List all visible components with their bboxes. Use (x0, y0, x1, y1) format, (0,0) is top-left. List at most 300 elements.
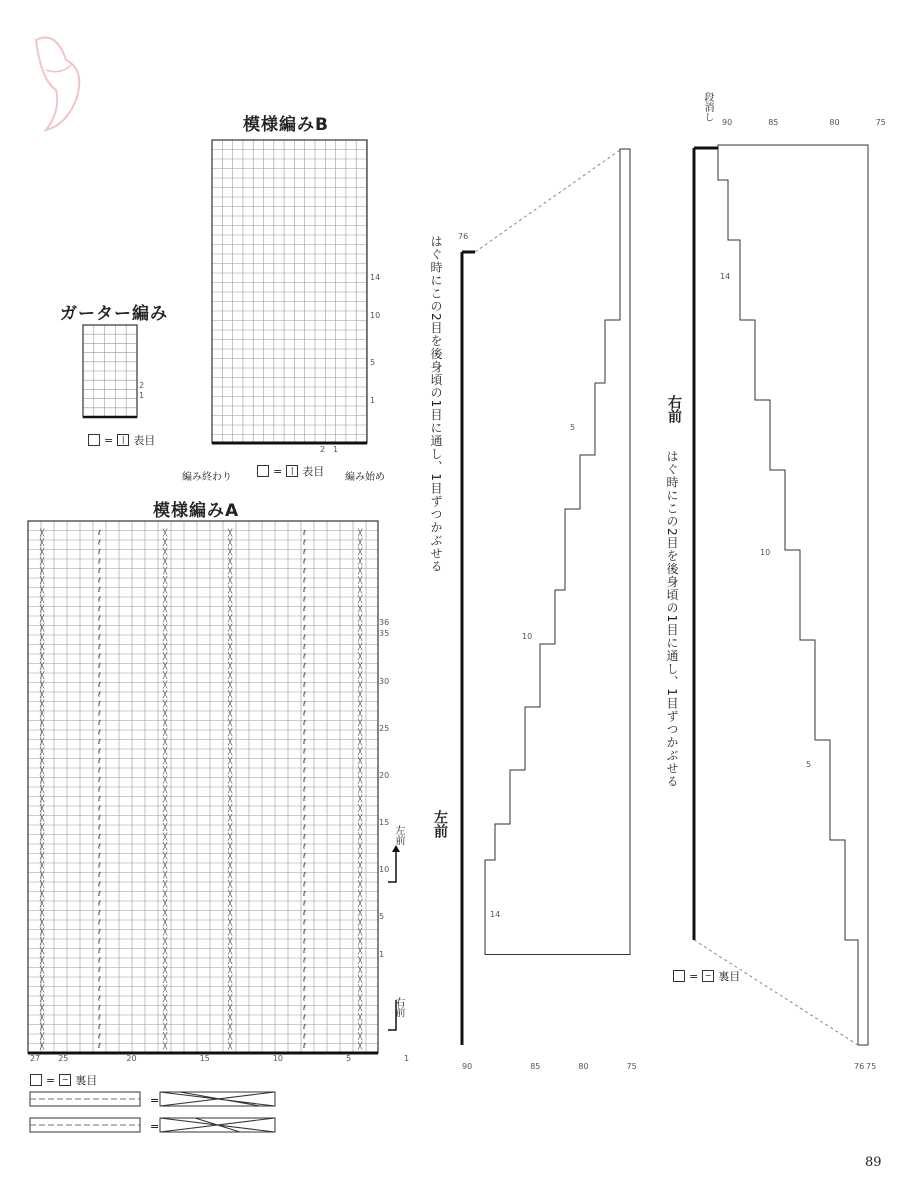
stitch-symbol: ╳ (358, 776, 363, 784)
stitch-symbol: ╳ (163, 785, 168, 794)
stitch-symbol: ℓ (303, 662, 306, 670)
stitch-symbol: ╳ (228, 662, 233, 670)
pattern-a-col-labels (30, 1054, 409, 1063)
lf-col-80: 80 (578, 1062, 589, 1071)
stitch-symbol: ℓ (98, 529, 101, 537)
stitch-symbol: ℓ (303, 586, 306, 594)
stitch-symbol: ℓ (98, 890, 101, 898)
stitch-symbol: ℓ (303, 871, 306, 879)
stitch-symbol: ℓ (98, 595, 101, 604)
stitch-symbol: ℓ (303, 1013, 306, 1022)
stitch-symbol: ╳ (40, 956, 45, 965)
legend-eq: = (46, 1073, 56, 1087)
left-front-chart (455, 140, 655, 960)
pattern-a-row-35: 35 (379, 629, 390, 638)
stitch-symbol: ℓ (303, 709, 306, 718)
stitch-symbol: ╳ (228, 975, 233, 984)
stitch-symbol: ╳ (228, 890, 233, 898)
stitch-symbol: ╳ (40, 842, 45, 851)
stitch-symbol: ╳ (358, 890, 363, 898)
stitch-symbol: ℓ (98, 633, 101, 642)
stitch-symbol: ℓ (98, 624, 101, 632)
stitch-symbol: ╳ (228, 1004, 233, 1012)
stitch-symbol: ℓ (303, 757, 306, 765)
stitch-symbol: ╳ (40, 871, 45, 879)
stitch-symbol: ℓ (98, 567, 101, 575)
col-15: 15 (199, 1054, 210, 1063)
stitch-symbol: ╳ (40, 937, 45, 946)
stitch-symbol: ╳ (358, 690, 363, 699)
stitch-symbol: ╳ (228, 956, 233, 965)
stitch-symbol: ╳ (228, 529, 233, 537)
garter-title: ガーター編み (60, 304, 168, 324)
stitch-symbol: ╳ (40, 776, 45, 784)
stitch-symbol: ℓ (303, 776, 306, 784)
pattern-a-row-10: 10 (379, 865, 390, 874)
lf-col-90: 90 (462, 1062, 473, 1071)
stitch-symbol: ℓ (303, 785, 306, 794)
stitch-symbol: ╳ (163, 947, 168, 955)
stitch-symbol: ℓ (98, 690, 101, 699)
stitch-symbol: ╳ (358, 1023, 363, 1031)
stitch-symbol: ╳ (40, 890, 45, 898)
pattern-a-row-5: 5 (379, 912, 385, 921)
stitch-symbol: ℓ (98, 937, 101, 946)
stitch-symbol: ╳ (163, 928, 168, 936)
stitch-symbol: ╳ (228, 937, 233, 946)
stitch-symbol: ╳ (163, 728, 168, 737)
stitch-symbol: ╳ (358, 671, 363, 680)
stitch-symbol: ℓ (303, 738, 306, 746)
stitch-symbol: ℓ (98, 814, 101, 822)
stitch-symbol: ℓ (98, 909, 101, 917)
stitch-symbol: ╳ (228, 871, 233, 879)
stitch-symbol: ╳ (358, 738, 363, 746)
stitch-symbol: ℓ (98, 956, 101, 965)
rf-mark-14: 14 (720, 272, 731, 281)
stitch-symbol: ╳ (40, 918, 45, 927)
stitch-symbol: ╳ (358, 785, 363, 794)
pattern-a-row-20: 20 (379, 771, 390, 780)
pattern-b-chart (212, 140, 382, 445)
stitch-symbol: ℓ (98, 1013, 101, 1022)
knit-start-label: 編み始め (345, 472, 385, 483)
stitch-symbol: ╳ (163, 567, 168, 575)
stitch-symbol: ╳ (163, 842, 168, 851)
stitch-symbol: ╳ (163, 690, 168, 699)
stitch-symbol: ╳ (358, 975, 363, 984)
stitch-symbol: ╳ (358, 833, 363, 841)
stitch-symbol: ╳ (40, 833, 45, 841)
stitch-symbol: ℓ (98, 538, 101, 547)
stitch-symbol: ℓ (303, 947, 306, 955)
cable-legend-2 (30, 1116, 290, 1136)
stitch-symbol: ℓ (303, 624, 306, 632)
stitch-symbol: ℓ (98, 548, 101, 556)
stitch-symbol: ╳ (228, 624, 233, 632)
stitch-symbol: ╳ (228, 709, 233, 718)
stitch-symbol: ℓ (98, 700, 101, 708)
purl-box-icon (673, 970, 685, 982)
left-front-mark-5: 5 (570, 423, 576, 432)
stitch-symbol: ℓ (98, 994, 101, 1003)
stitch-symbol: ╳ (163, 909, 168, 917)
stitch-symbol: ╳ (228, 538, 233, 547)
stitch-symbol: ╳ (228, 918, 233, 927)
stitch-symbol: ℓ (98, 576, 101, 585)
stitch-symbol: ℓ (303, 804, 306, 813)
stitch-symbol: ╳ (163, 1032, 168, 1041)
stitch-symbol: ╳ (228, 861, 233, 870)
stitch-symbol: ℓ (303, 633, 306, 642)
stitch-symbol: ╳ (163, 1023, 168, 1031)
col-1: 1 (404, 1054, 410, 1063)
left-front-mark-10: 10 (522, 632, 533, 641)
stitch-symbol: ╳ (163, 757, 168, 765)
stitch-symbol: ╳ (228, 652, 233, 661)
stitch-symbol: ╳ (228, 614, 233, 623)
stitch-symbol: ℓ (98, 586, 101, 594)
stitch-symbol: ╳ (163, 652, 168, 661)
stitch-symbol: ℓ (303, 918, 306, 927)
stitch-symbol: ╳ (228, 557, 233, 566)
right-front-title: 右前 (666, 395, 682, 423)
stitch-symbol: ╳ (163, 747, 168, 756)
stitch-symbol: ╳ (358, 1013, 363, 1022)
stitch-symbol: ℓ (303, 747, 306, 756)
stitch-symbol: ℓ (98, 766, 101, 775)
page-number: 89 (865, 1155, 882, 1170)
stitch-symbol: ╳ (163, 709, 168, 718)
stitch-symbol: ╳ (163, 852, 168, 860)
stitch-symbol: ℓ (98, 643, 101, 651)
stitch-symbol: ╳ (228, 985, 233, 993)
cable-legend-1 (30, 1090, 290, 1110)
stitch-symbol: ╳ (40, 966, 45, 974)
stitch-symbol: ╳ (228, 671, 233, 680)
stitch-symbol: ℓ (98, 728, 101, 737)
stitch-symbol: ╳ (163, 861, 168, 870)
stitch-symbol: ╳ (358, 557, 363, 566)
stitch-symbol: ╳ (40, 1032, 45, 1041)
stitch-symbol: ╳ (163, 985, 168, 993)
rf-col-80: 80 (829, 118, 840, 127)
stitch-symbol: ╳ (228, 823, 233, 832)
stitch-symbol: ℓ (98, 833, 101, 841)
stitch-symbol: ╳ (163, 633, 168, 642)
stitch-symbol: ℓ (303, 719, 306, 727)
stitch-symbol: ℓ (303, 899, 306, 908)
stitch-symbol: ℓ (303, 1004, 306, 1012)
stitch-symbol: ╳ (40, 567, 45, 575)
stitch-symbol: ℓ (303, 557, 306, 566)
stitch-symbol: ╳ (40, 795, 45, 803)
stitch-symbol: ╳ (40, 728, 45, 737)
stitch-symbol: ℓ (98, 975, 101, 984)
stitch-symbol: ╳ (163, 966, 168, 974)
stitch-symbol: ℓ (98, 880, 101, 889)
col-10: 10 (272, 1054, 283, 1063)
stitch-symbol: ℓ (98, 804, 101, 813)
stitch-symbol: ╳ (358, 861, 363, 870)
stitch-symbol: ╳ (163, 605, 168, 613)
stitch-symbol: ℓ (98, 985, 101, 993)
stitch-symbol: ℓ (98, 747, 101, 756)
stitch-symbol: ╳ (40, 909, 45, 917)
stitch-symbol: ℓ (98, 1023, 101, 1031)
stitch-symbol: ╳ (358, 662, 363, 670)
stitch-symbol: ╳ (358, 823, 363, 832)
stitch-symbol: ╳ (228, 643, 233, 651)
stitch-symbol: ╳ (358, 538, 363, 547)
stitch-symbol: ╳ (358, 586, 363, 594)
legend-knit-name: 表目 (133, 434, 156, 447)
pattern-b-title: 模様編みB (243, 115, 329, 135)
stitch-symbol: ╳ (228, 785, 233, 794)
stitch-symbol: ╳ (228, 586, 233, 594)
left-front-mark-14: 14 (490, 910, 501, 919)
purl-box-icon (30, 1074, 42, 1086)
left-front-mark-76: 76 (458, 232, 469, 241)
left-note: はぐ時にこの2目を後身頃の1目に通し、1目ずつかぶせる (429, 235, 443, 573)
stitch-symbol: ℓ (98, 852, 101, 860)
stitch-symbol: ℓ (303, 956, 306, 965)
stitch-symbol: ╳ (228, 899, 233, 908)
stitch-symbol: ╳ (228, 1023, 233, 1031)
stitch-symbol: ╳ (163, 586, 168, 594)
right-legend (673, 968, 740, 984)
legend-purl-name: 裏目 (718, 970, 741, 983)
stitch-symbol: ╳ (228, 804, 233, 813)
left-front-title: 左前 (432, 810, 448, 838)
stitch-symbol: ╳ (228, 766, 233, 775)
stitch-symbol: ╳ (40, 747, 45, 756)
garter-legend (88, 432, 155, 448)
stitch-symbol: ╳ (228, 880, 233, 889)
stitch-symbol: ╳ (358, 567, 363, 575)
stitch-symbol: ╳ (40, 766, 45, 775)
stitch-symbol: ╳ (358, 595, 363, 604)
stitch-symbol: ℓ (303, 861, 306, 870)
stitch-symbol: ℓ (303, 937, 306, 946)
stitch-symbol: ╳ (163, 643, 168, 651)
stitch-symbol: ╳ (40, 947, 45, 955)
stitch-symbol: ╳ (40, 529, 45, 537)
stitch-symbol: ╳ (163, 918, 168, 927)
rf-mark-5: 5 (806, 760, 812, 769)
row-arrows (386, 850, 406, 1050)
stitch-symbol: ℓ (98, 557, 101, 566)
stitch-symbol: ╳ (163, 529, 168, 537)
stitch-symbol: ╳ (358, 633, 363, 642)
stitch-symbol: ╳ (40, 576, 45, 585)
stitch-symbol: ╳ (163, 738, 168, 746)
stitch-symbol: ╳ (40, 1004, 45, 1012)
stitch-symbol: ╳ (228, 690, 233, 699)
stitch-symbol: ╳ (40, 709, 45, 718)
left-front-marker: 左前 (393, 825, 404, 845)
stitch-symbol: ╳ (358, 804, 363, 813)
stitch-symbol: ℓ (98, 662, 101, 670)
stitch-symbol: ╳ (163, 890, 168, 898)
pattern-b-row-5: 5 (370, 358, 376, 367)
rf-col-90: 90 (722, 118, 733, 127)
lf-col-75: 75 (626, 1062, 637, 1071)
stitch-symbol: ╳ (228, 814, 233, 822)
stitch-symbol: ℓ (98, 671, 101, 680)
stitch-symbol: ╳ (358, 624, 363, 632)
svg-text:=: = (150, 1120, 160, 1133)
pattern-a-title: 模様編みA (153, 501, 240, 521)
svg-text:=: = (150, 1094, 160, 1107)
stitch-symbol: ╳ (228, 719, 233, 727)
stitch-symbol: ╳ (40, 671, 45, 680)
stitch-symbol: ℓ (98, 1042, 101, 1050)
stitch-symbol: ╳ (40, 928, 45, 936)
stitch-symbol: ╳ (163, 833, 168, 841)
stitch-symbol: ╳ (358, 795, 363, 803)
lf-col-85: 85 (530, 1062, 541, 1071)
legend-eq: = (104, 433, 114, 447)
stitch-symbol: ℓ (303, 795, 306, 803)
stitch-symbol: ╳ (163, 662, 168, 670)
stitch-symbol: ℓ (98, 605, 101, 613)
stitch-symbol: ╳ (40, 557, 45, 566)
pattern-a-legend (30, 1072, 97, 1088)
stitch-symbol: ╳ (40, 643, 45, 651)
stitch-symbol: ╳ (358, 956, 363, 965)
col-25: 25 (58, 1054, 69, 1063)
stitch-symbol: ℓ (303, 909, 306, 917)
stitch-symbol: ╳ (358, 681, 363, 689)
knit-box-icon (257, 465, 269, 477)
stitch-symbol: ╳ (163, 975, 168, 984)
stitch-symbol: ℓ (303, 671, 306, 680)
stitch-symbol: ℓ (303, 823, 306, 832)
stitch-symbol: ℓ (303, 652, 306, 661)
stitch-symbol: ╳ (163, 1004, 168, 1012)
pattern-a-row-15: 15 (379, 818, 390, 827)
stitch-symbol: ℓ (98, 947, 101, 955)
stitch-symbol: ╳ (228, 747, 233, 756)
stitch-symbol: ℓ (98, 614, 101, 623)
purl-symbol-icon: − (702, 970, 714, 982)
legend-eq: = (689, 969, 699, 983)
stitch-symbol: ╳ (40, 994, 45, 1003)
stitch-symbol: ╳ (40, 614, 45, 623)
stitch-symbol: ╳ (163, 814, 168, 822)
stitch-symbol: ╳ (40, 738, 45, 746)
right-front-cols (722, 118, 886, 127)
stitch-symbol: ╳ (163, 880, 168, 889)
watermark-logo (26, 30, 96, 140)
stitch-symbol: ℓ (303, 985, 306, 993)
stitch-symbol: ℓ (98, 795, 101, 803)
stitch-symbol: ╳ (163, 994, 168, 1003)
stitch-symbol: ℓ (98, 652, 101, 661)
pattern-b-row-1: 1 (370, 396, 376, 405)
stitch-symbol: ╳ (228, 1032, 233, 1041)
stitch-symbol: ℓ (303, 1032, 306, 1041)
stitch-symbol: ℓ (303, 994, 306, 1003)
stitch-symbol: ╳ (163, 937, 168, 946)
legend-purl-name: 裏目 (75, 1074, 98, 1087)
purl-symbol-icon: − (59, 1074, 71, 1086)
stitch-symbol: ℓ (303, 890, 306, 898)
stitch-symbol: ℓ (303, 567, 306, 575)
stitch-symbol: ℓ (98, 823, 101, 832)
stitch-symbol: ╳ (40, 823, 45, 832)
bind-off-label: 段消し (702, 92, 713, 122)
stitch-symbol: ╳ (40, 690, 45, 699)
stitch-symbol: ╳ (163, 595, 168, 604)
stitch-symbol: ℓ (303, 690, 306, 699)
stitch-symbol: ℓ (303, 1023, 306, 1031)
stitch-symbol: ╳ (228, 966, 233, 974)
pattern-a-row-36: 36 (379, 618, 390, 627)
stitch-symbol: ╳ (163, 671, 168, 680)
stitch-symbol: ╳ (40, 538, 45, 547)
stitch-symbol: ╳ (163, 823, 168, 832)
stitch-symbol: ╳ (228, 795, 233, 803)
stitch-symbol: ╳ (40, 719, 45, 727)
stitch-symbol: ╳ (228, 728, 233, 737)
stitch-symbol: ╳ (358, 842, 363, 851)
stitch-symbol: ╳ (358, 966, 363, 974)
stitch-symbol: ╳ (358, 852, 363, 860)
stitch-symbol: ℓ (303, 928, 306, 936)
stitch-symbol: ╳ (40, 757, 45, 765)
stitch-symbol: ╳ (358, 909, 363, 917)
stitch-symbol: ℓ (98, 1004, 101, 1012)
stitch-symbol: ╳ (228, 909, 233, 917)
stitch-symbol: ╳ (358, 605, 363, 613)
pattern-a-row-25: 25 (379, 724, 390, 733)
stitch-symbol: ╳ (358, 529, 363, 537)
pattern-a-chart (28, 521, 393, 1061)
stitch-symbol: ╳ (40, 861, 45, 870)
stitch-symbol: ╳ (40, 852, 45, 860)
stitch-symbol: ╳ (40, 1013, 45, 1022)
stitch-symbol: ╳ (228, 947, 233, 955)
col-20: 20 (126, 1054, 137, 1063)
knit-symbol-icon: | (117, 434, 129, 446)
stitch-symbol: ℓ (303, 538, 306, 547)
stitch-symbol: ╳ (228, 757, 233, 765)
stitch-symbol: ╳ (40, 1042, 45, 1050)
stitch-symbol: ╳ (358, 1004, 363, 1012)
stitch-symbol: ╳ (40, 804, 45, 813)
stitch-symbol: ℓ (303, 595, 306, 604)
stitch-symbol: ℓ (303, 966, 306, 974)
stitch-symbol: ╳ (358, 700, 363, 708)
stitch-symbol: ╳ (163, 1042, 168, 1050)
stitch-symbol: ╳ (40, 662, 45, 670)
stitch-symbol: ℓ (303, 975, 306, 984)
stitch-symbol: ╳ (358, 937, 363, 946)
stitch-symbol: ℓ (98, 719, 101, 727)
garter-row-1: 1 (139, 391, 145, 400)
garter-chart (83, 325, 153, 425)
rf-col-85: 85 (768, 118, 779, 127)
stitch-symbol: ℓ (98, 1032, 101, 1041)
stitch-symbol: ╳ (228, 1042, 233, 1050)
rf-mark-10: 10 (760, 548, 771, 557)
stitch-symbol: ℓ (303, 814, 306, 822)
stitch-symbol: ℓ (98, 681, 101, 689)
stitch-symbol: ╳ (40, 548, 45, 556)
stitch-symbol: ℓ (303, 833, 306, 841)
